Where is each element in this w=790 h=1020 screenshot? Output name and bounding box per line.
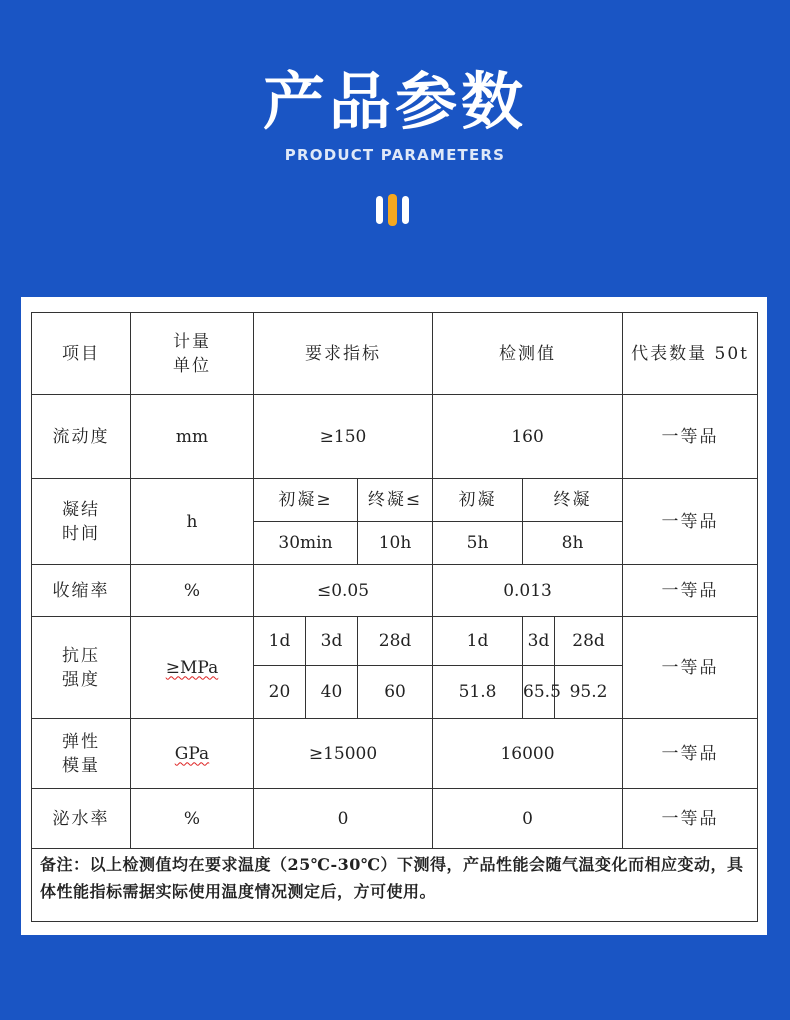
- meas-final-label: 终凝: [523, 479, 623, 522]
- header-row: [32, 313, 758, 395]
- row-unit: mm: [131, 395, 254, 479]
- row-grade: 一等品: [623, 719, 758, 789]
- parameters-card: [21, 297, 767, 935]
- row-name: 泌水率: [32, 789, 131, 849]
- page-title: 产品参数: [262, 65, 527, 138]
- req-value-3: 60: [358, 666, 433, 719]
- row-unit: [131, 617, 254, 719]
- row-unit: [131, 719, 254, 789]
- vertical-bars-icon: [376, 194, 416, 228]
- req-initial-label: 初凝≥: [254, 479, 358, 522]
- header-requirement: 要求指标: [254, 313, 433, 395]
- unit-text: GPa: [174, 743, 210, 764]
- bar-white-right: [402, 196, 409, 224]
- req-value-1: 20: [254, 666, 306, 719]
- bar-accent-middle: [388, 194, 397, 226]
- row-fluidity: [32, 395, 758, 479]
- row-grade: 一等品: [623, 395, 758, 479]
- row-grade: 一等品: [623, 565, 758, 617]
- page-subtitle: PRODUCT PARAMETERS: [284, 146, 506, 164]
- req-final-label: 终凝≤: [358, 479, 433, 522]
- header-item: 项目: [32, 313, 131, 395]
- header: [0, 0, 790, 290]
- row-bleeding: [32, 789, 758, 849]
- req-age-2: 3d: [306, 617, 358, 666]
- row-grade: 一等品: [623, 617, 758, 719]
- row-requirement: ≤0.05: [254, 565, 433, 617]
- meas-value-2: 65.5: [523, 666, 555, 719]
- meas-value-1: 51.8: [433, 666, 523, 719]
- req-age-3: 28d: [358, 617, 433, 666]
- meas-age-1: 1d: [433, 617, 523, 666]
- meas-final-value: 8h: [523, 522, 623, 565]
- row-setting-labels: [32, 479, 758, 522]
- row-name: 弹性 模量: [32, 719, 131, 789]
- row-measured: 16000: [433, 719, 623, 789]
- parameters-table: [31, 312, 758, 922]
- row-compressive-ages: [32, 617, 758, 666]
- req-final-value: 10h: [358, 522, 433, 565]
- row-grade: 一等品: [623, 789, 758, 849]
- row-measured: 0: [433, 789, 623, 849]
- row-unit: h: [131, 479, 254, 565]
- note-text: 备注：以上检测值均在要求温度（25℃-30℃）下测得，产品性能会随气温变化而相应变动，具体性能指标需据实际使用温度情况测定后，方可使用。: [32, 849, 758, 922]
- meas-age-2: 3d: [523, 617, 555, 666]
- row-requirement: ≥150: [254, 395, 433, 479]
- row-requirement: ≥15000: [254, 719, 433, 789]
- unit-text: ≥MPa: [165, 657, 219, 678]
- req-initial-value: 30min: [254, 522, 358, 565]
- row-note: [32, 849, 758, 922]
- row-grade: 一等品: [623, 479, 758, 565]
- bar-white-left: [376, 196, 383, 224]
- meas-age-3: 28d: [555, 617, 623, 666]
- row-name: 抗压 强度: [32, 617, 131, 719]
- meas-initial-value: 5h: [433, 522, 523, 565]
- meas-initial-label: 初凝: [433, 479, 523, 522]
- header-measured: 检测值: [433, 313, 623, 395]
- row-name: 凝结 时间: [32, 479, 131, 565]
- row-unit: %: [131, 565, 254, 617]
- meas-value-3: 95.2: [555, 666, 623, 719]
- row-shrinkage: [32, 565, 758, 617]
- header-represent: 代表数量 50t: [623, 313, 758, 395]
- req-age-1: 1d: [254, 617, 306, 666]
- row-name: 流动度: [32, 395, 131, 479]
- row-modulus: [32, 719, 758, 789]
- row-requirement: 0: [254, 789, 433, 849]
- row-measured: 0.013: [433, 565, 623, 617]
- row-measured: 160: [433, 395, 623, 479]
- row-unit: %: [131, 789, 254, 849]
- header-unit: 计量 单位: [131, 313, 254, 395]
- row-name: 收缩率: [32, 565, 131, 617]
- req-value-2: 40: [306, 666, 358, 719]
